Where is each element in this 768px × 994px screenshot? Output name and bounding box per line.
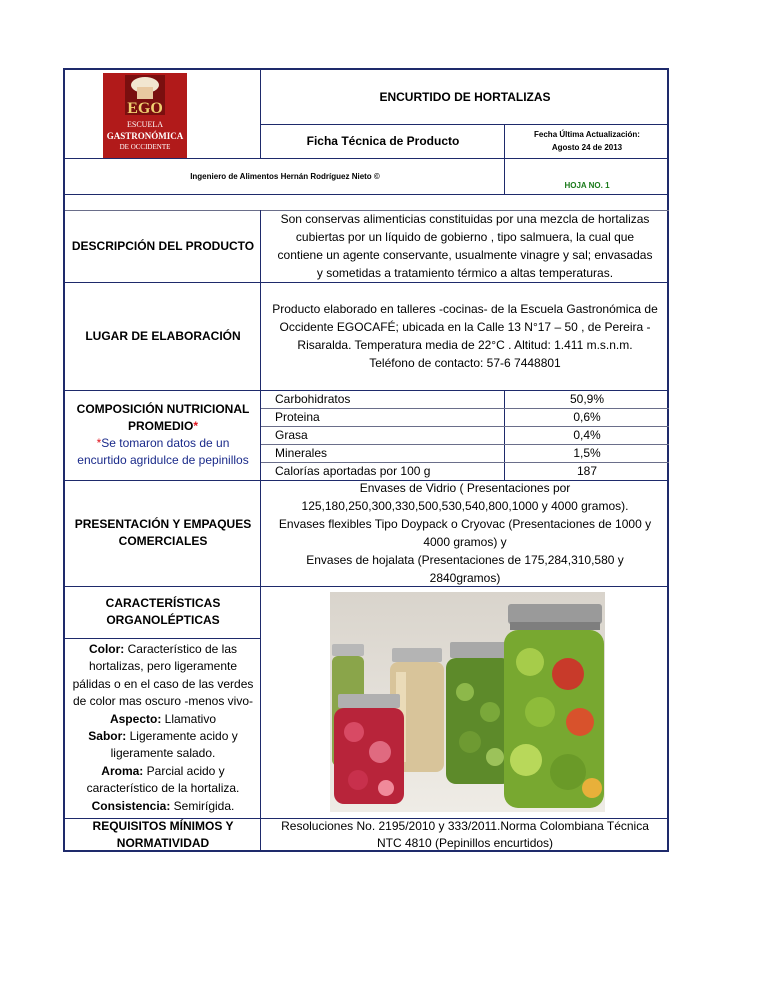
composition-note-1-wrap (97, 435, 230, 452)
divider (65, 390, 669, 391)
organoleptic-label (65, 586, 261, 638)
packaging-line: 4000 gramos) y (423, 535, 507, 549)
sheet-number: HOJA NO. 1 (564, 180, 610, 190)
divider (65, 194, 669, 195)
pickle-jars-image (330, 592, 605, 812)
location-line: Producto elaborado en talleres -cocinas- de la Escuela Gastronómica de (272, 302, 658, 316)
consistency-line (92, 798, 235, 815)
logo-gastronomica-text: GASTRONÓMICA (106, 131, 184, 141)
description-text (261, 210, 669, 282)
nutrient-name: Carbohidratos (275, 392, 351, 406)
product-title: ENCURTIDO DE HORTALIZAS (379, 90, 551, 104)
asterisk-mark: * (96, 436, 102, 450)
aspect-line (110, 711, 216, 728)
flavor-line-1 (88, 728, 237, 745)
description-label: DESCRIPCIÓN DEL PRODUCTO (71, 238, 255, 253)
flavor-value: Ligeramente acido y (126, 729, 238, 743)
color-value: Característico de las (124, 641, 238, 656)
location-line: Occidente EGOCAFÉ; ubicada en la Calle 13 N°17 – 50 , de Pereira - (279, 320, 651, 334)
packaging-line: 2840gramos) (429, 571, 501, 585)
packaging-text (261, 480, 669, 586)
requirements-text (261, 818, 669, 852)
composition-note-1: Se tomaron datos de un (101, 436, 230, 450)
location-line: Teléfono de contacto: 57-6 7448801 (369, 356, 561, 370)
divider (504, 124, 505, 158)
divider (261, 408, 669, 409)
divider (65, 480, 669, 481)
update-date-value: Agosto 24 de 2013 (551, 143, 623, 152)
requirements-line: Resoluciones No. 2195/2010 y 333/2011.Norma Colombiana Técnica (281, 819, 649, 833)
aspect-value: Llamativo (161, 711, 217, 726)
update-date (505, 124, 669, 158)
asterisk-mark: * (193, 419, 198, 433)
nutrient-name: Minerales (275, 446, 328, 460)
product-sheet (63, 68, 669, 852)
location-line: Risaralda. Temperatura media de 22°C . Altitud: 1.411 m.s.n.m. (297, 338, 633, 352)
divider (65, 158, 669, 159)
divider (260, 124, 669, 125)
logo-ego-text: EGO (127, 100, 163, 117)
nutrient-value: 50,9% (569, 392, 605, 406)
divider (65, 282, 669, 283)
organoleptic-label-2: ORGANOLÉPTICAS (106, 613, 220, 627)
nutrient-name: Proteina (275, 410, 320, 424)
description-line: cubiertas por un líquido de gobierno , tipo salmuera, la cual que (295, 230, 635, 244)
requirements-label-2: NORMATIVIDAD (116, 836, 210, 850)
divider (65, 586, 669, 587)
divider (504, 158, 505, 194)
composition-title-1: COMPOSICIÓN NUTRICIONAL (76, 402, 250, 416)
nutrient-value: 0,4% (573, 428, 601, 442)
logo-escuela-text: ESCUELA (127, 120, 163, 129)
packaging-label (65, 480, 261, 586)
nutrient-name: Grasa (275, 428, 308, 442)
aroma-line-2: característico de la hortaliza. (86, 781, 240, 796)
color-line-1 (89, 641, 237, 658)
packaging-label-1: PRESENTACIÓN Y EMPAQUES (74, 517, 252, 531)
flavor-line-2: ligeramente salado. (110, 746, 216, 761)
nutrient-value: 1,5% (573, 446, 601, 460)
pickle-jars-photo (330, 592, 605, 812)
packaging-line: 125,180,250,300,330,500,530,540,800,1000 y 4000 gramos). (301, 499, 629, 513)
requirements-label-1: REQUISITOS MÍNIMOS Y (92, 819, 234, 833)
divider (261, 444, 669, 445)
school-logo (103, 73, 187, 159)
consistency-key: Consistencia: (91, 798, 171, 813)
chef-logo-icon (103, 73, 187, 159)
description-line: y sometidas a tratamiento térmico a altas temperaturas. (316, 266, 614, 280)
divider (65, 638, 261, 639)
divider (260, 210, 261, 852)
logo-occidente-text: DE OCCIDENTE (119, 143, 171, 151)
engineer-credit: Ingeniero de Alimentos Hernán Rodríguez Nieto © (190, 171, 380, 181)
composition-note-2: encurtido agridulce de pepinillos (77, 453, 249, 467)
calories-name: Calorías aportadas por 100 g (275, 464, 431, 478)
divider (261, 462, 669, 463)
description-line: contiene un agente conservante, usualmente vinagre y sal; envasadas (277, 248, 653, 262)
divider (261, 426, 669, 427)
packaging-label-2: COMERCIALES (118, 534, 208, 548)
aroma-line-1 (101, 763, 224, 780)
packaging-line: Envases flexibles Tipo Doypack o Cryovac (Presentaciones de 1000 y (278, 517, 652, 531)
divider (65, 818, 669, 819)
packaging-line: Envases de hojalata (Presentaciones de 175,284,310,580 y (306, 553, 624, 567)
organoleptic-detail (65, 638, 261, 818)
color-line-2: hortalizas, pero ligeramente (88, 659, 238, 674)
color-key: Color: (88, 641, 125, 656)
aroma-value: Parcial acido y (143, 763, 225, 778)
organoleptic-label-1: CARACTERÍSTICAS (105, 596, 221, 610)
aroma-key: Aroma: (101, 763, 144, 778)
flavor-key: Sabor: (88, 729, 127, 743)
composition-title-2-wrap (128, 418, 198, 435)
update-date-label: Fecha Última Actualización: (534, 130, 640, 139)
divider (260, 70, 261, 158)
location-label: LUGAR DE ELABORACIÓN (85, 328, 241, 343)
composition-title-2: PROMEDIO (127, 419, 194, 433)
consistency-value: Semirígida. (170, 798, 235, 813)
description-line: Son conservas alimenticias constituidas por una mezcla de hortalizas (280, 212, 650, 226)
nutrient-value: 0,6% (573, 410, 601, 424)
color-line-4: de color mas oscuro -menos vivo- (72, 694, 254, 709)
requirements-label (65, 818, 261, 852)
calories-value: 187 (576, 464, 598, 478)
requirements-line: NTC 4810 (Pepinillos encurtidos) (376, 836, 554, 850)
divider (65, 210, 669, 211)
packaging-line: Envases de Vidrio ( Presentaciones por (359, 481, 571, 495)
location-text (261, 282, 669, 390)
divider (504, 390, 505, 480)
color-line-3: pálidas o en el caso de las verdes (72, 676, 254, 691)
composition-label (65, 390, 261, 480)
aspect-key: Aspecto: (109, 711, 162, 726)
ficha-label: Ficha Técnica de Producto (306, 134, 460, 148)
